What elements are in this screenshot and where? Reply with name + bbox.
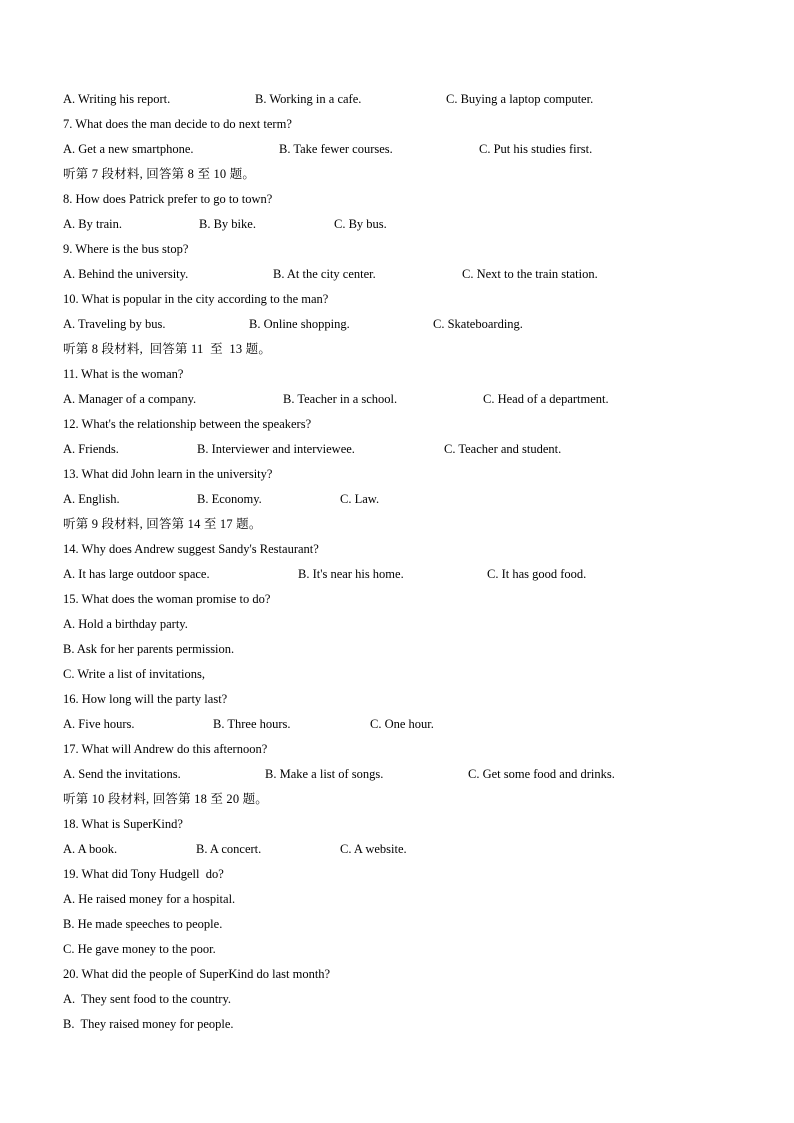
answer-option: C. Next to the train station. (462, 267, 598, 281)
answer-option: A. Writing his report. (63, 92, 171, 106)
answer-options-row (63, 762, 763, 787)
answer-option: B. Working in a cafe. (255, 92, 362, 106)
answer-option: B. Economy. (197, 492, 262, 506)
question-text: 16. How long will the party last? (63, 692, 228, 706)
question-text: B. He made speeches to people. (63, 917, 223, 931)
answer-option: A. Behind the university. (63, 267, 189, 281)
question-text: 17. What will Andrew do this afternoon? (63, 742, 268, 756)
answer-option: B. It's near his home. (298, 567, 404, 581)
answer-option: A. A book. (63, 842, 118, 856)
question-text: 18. What is SuperKind? (63, 817, 183, 831)
answer-option: B. Online shopping. (249, 317, 350, 331)
answer-options-row (63, 262, 763, 287)
answer-option: C. Get some food and drinks. (468, 767, 615, 781)
section-instruction: 听第 9 段材料, 回答第 14 至 17 题。 (63, 517, 262, 531)
question-text: 14. Why does Andrew suggest Sandy's Restaurant? (63, 542, 319, 556)
question-text: 12. What's the relationship between the speakers? (63, 417, 312, 431)
answer-option: C. It has good food. (487, 567, 587, 581)
question-text: 13. What did John learn in the university? (63, 467, 273, 481)
answer-option: B. At the city center. (273, 267, 376, 281)
answer-option: B. Interviewer and interviewee. (197, 442, 355, 456)
question-text: 8. How does Patrick prefer to go to town? (63, 192, 273, 206)
section-instruction: 听第 7 段材料, 回答第 8 至 10 题。 (63, 167, 256, 181)
answer-option: B. Three hours. (213, 717, 291, 731)
question-text: A. They sent food to the country. (63, 992, 232, 1006)
answer-option: A. Get a new smartphone. (63, 142, 194, 156)
question-text: B. They raised money for people. (63, 1017, 234, 1031)
answer-option: B. A concert. (196, 842, 262, 856)
answer-option: A. Five hours. (63, 717, 135, 731)
answer-option: C. Put his studies first. (479, 142, 593, 156)
answer-option: C. Law. (340, 492, 380, 506)
question-text: A. He raised money for a hospital. (63, 892, 236, 906)
answer-option: C. Skateboarding. (433, 317, 523, 331)
question-text: C. He gave money to the poor. (63, 942, 216, 956)
answer-option: B. Teacher in a school. (283, 392, 398, 406)
answer-option: C. Teacher and student. (444, 442, 562, 456)
answer-options-row (63, 487, 763, 512)
question-text: A. Hold a birthday party. (63, 617, 188, 631)
question-text: 10. What is popular in the city according to the man? (63, 292, 329, 306)
answer-options-row (63, 387, 763, 412)
answer-option: A. Manager of a company. (63, 392, 197, 406)
answer-options-row (63, 312, 763, 337)
answer-option: A. Send the invitations. (63, 767, 181, 781)
question-text: 19. What did Tony Hudgell do? (63, 867, 224, 881)
answer-option: A. Friends. (63, 442, 119, 456)
answer-option: B. Take fewer courses. (279, 142, 393, 156)
answer-options-row (63, 837, 763, 862)
answer-option: B. Make a list of songs. (265, 767, 384, 781)
answer-option: C. Head of a department. (483, 392, 609, 406)
answer-option: A. English. (63, 492, 120, 506)
question-text: 15. What does the woman promise to do? (63, 592, 271, 606)
answer-option: C. Buying a laptop computer. (446, 92, 594, 106)
section-instruction: 听第 8 段材料, 回答第 11 至 13 题。 (63, 342, 272, 356)
answer-options-row (63, 712, 763, 737)
answer-option: C. One hour. (370, 717, 434, 731)
answer-option: C. By bus. (334, 217, 387, 231)
answer-options-row (63, 437, 763, 462)
answer-options-row (63, 137, 763, 162)
question-text: B. Ask for her parents permission. (63, 642, 235, 656)
answer-option: A. Traveling by bus. (63, 317, 166, 331)
section-instruction: 听第 10 段材料, 回答第 18 至 20 题。 (63, 792, 269, 806)
answer-option: C. A website. (340, 842, 407, 856)
question-text: 20. What did the people of SuperKind do last month? (63, 967, 331, 981)
question-text: 9. Where is the bus stop? (63, 242, 189, 256)
question-text: 11. What is the woman? (63, 367, 184, 381)
answer-options-row (63, 562, 763, 587)
answer-option: A. It has large outdoor space. (63, 567, 210, 581)
answer-options-row (63, 212, 763, 237)
question-list (63, 87, 763, 1037)
answer-options-row (63, 87, 763, 112)
question-text: 7. What does the man decide to do next term? (63, 117, 292, 131)
answer-option: A. By train. (63, 217, 123, 231)
question-text: C. Write a list of invitations, (63, 667, 205, 681)
answer-option: B. By bike. (199, 217, 256, 231)
